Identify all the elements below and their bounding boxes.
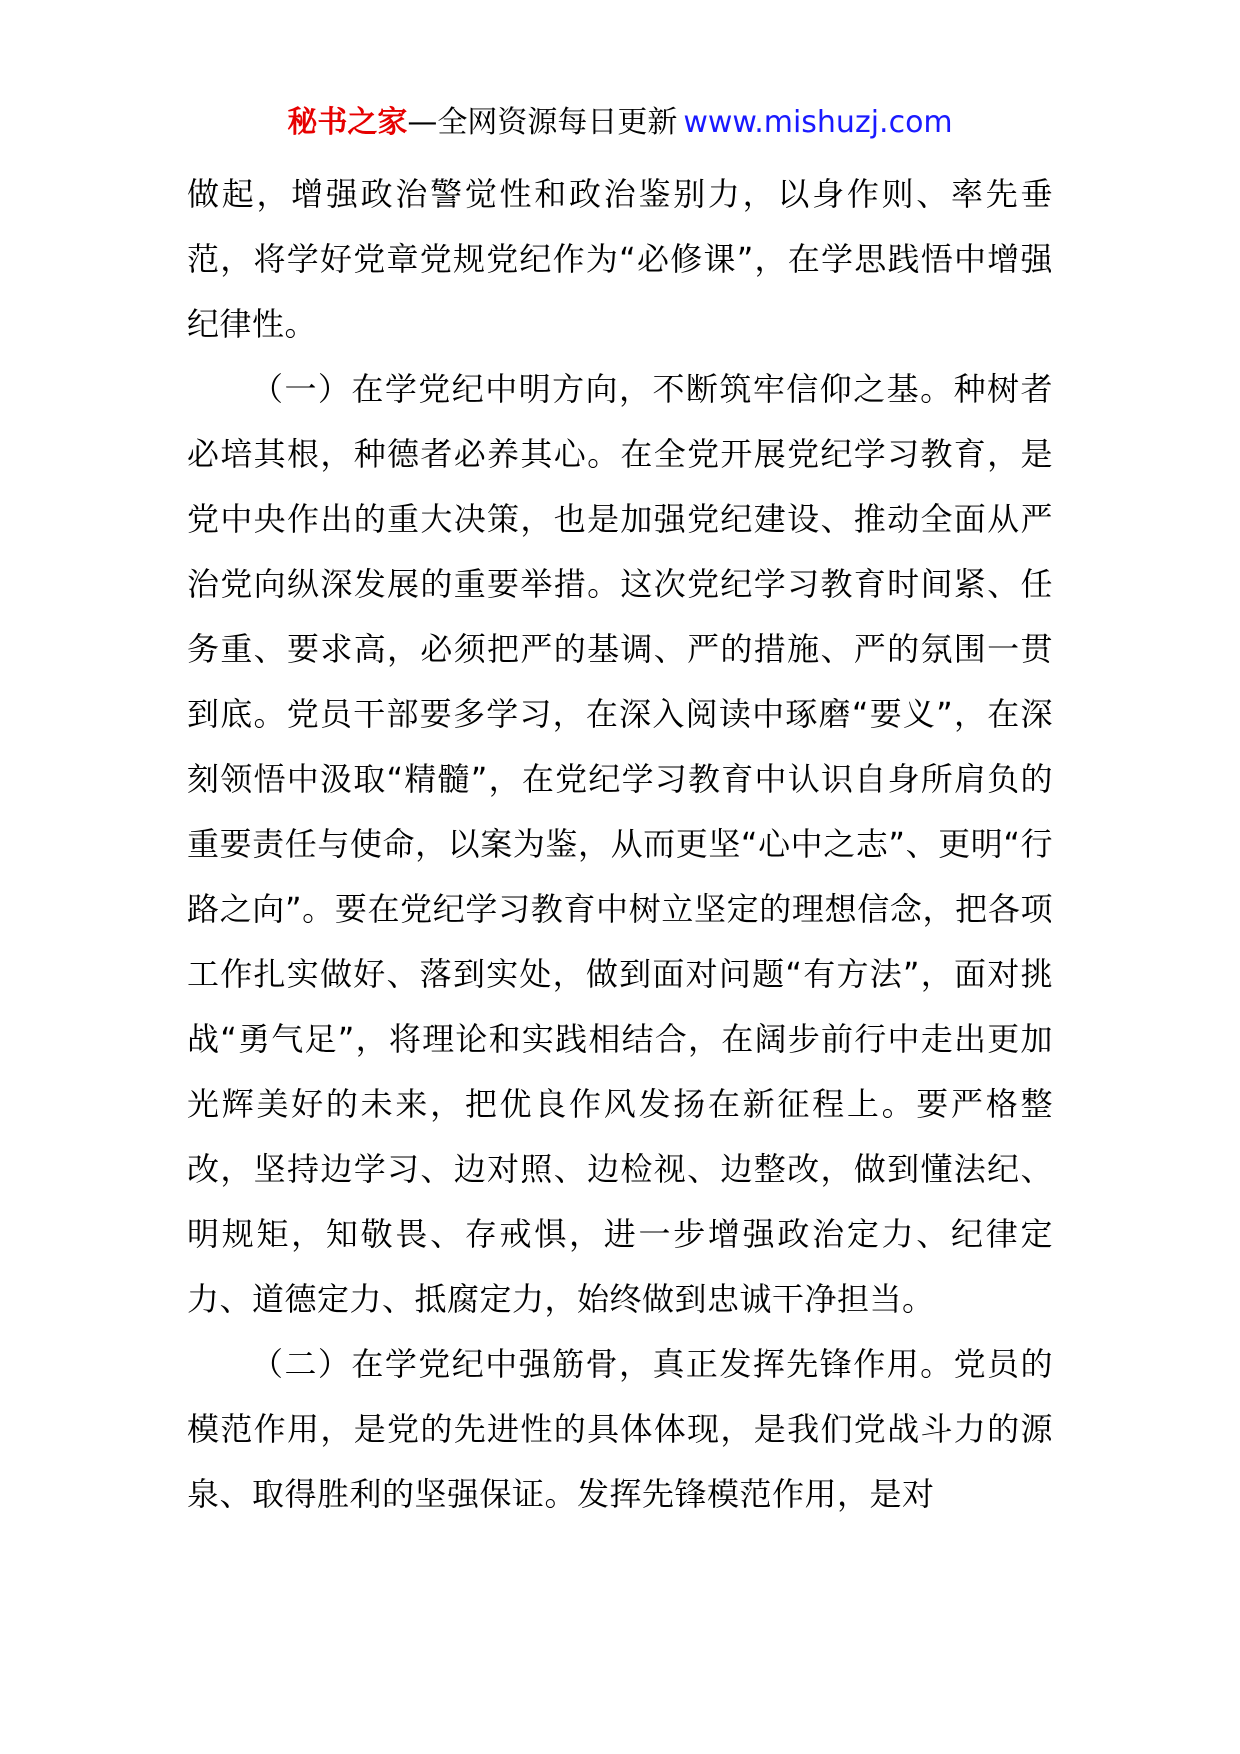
paragraph-section-1: （一）在学党纪中明方向，不断筑牢信仰之基。种树者必培其根，种德者必养其心。在全党开展党纪学习教育，是党中央作出的重大决策，也是加强党纪建设、推动全面从严治党向纵深发展的重要举措。这次党纪学习教育时间紧、任务重、要求高，必须把严的基调、严的措施、严的氛围一贯到底。党员干部要多学习，在深入阅读中琢磨“要义”，在深刻领悟中汲取“精髓”，在党纪学习教育中认识自身所肩负的重要责任与使命，以案为鉴，从而更坚“心中之志”、更明“行路之向”。要在党纪学习教育中树立坚定的理想信念，把各项工作扎实做好、落到实处，做到面对问题“有方法”，面对挑战“勇气足”，将理论和实践相结合，在阔步前行中走出更加光辉美好的未来，把优良作风发扬在新征程上。要严格整改，坚持边学习、边对照、边检视、边整改，做到懂法纪、明规矩，知敬畏、存戒惧，进一步增强政治定力、纪律定力、道德定力、抵腐定力，始终做到忠诚干净担当。 <box>187 370 1053 1318</box>
brand-name: 秘书之家 <box>287 105 408 140</box>
page-header <box>0 101 1240 145</box>
website-link[interactable]: www.mishuzj.com <box>683 105 953 140</box>
document-body <box>187 162 1053 1527</box>
paragraph-continued: 做起，增强政治警觉性和政治鉴别力，以身作则、率先垂范，将学好党章党规党纪作为“必修课”，在学思践悟中增强纪律性。 <box>187 175 1053 343</box>
paragraph-section-2: （二）在学党纪中强筋骨，真正发挥先锋作用。党员的模范作用，是党的先进性的具体体现，是我们党战斗力的源泉、取得胜利的坚强保证。发挥先锋模范作用，是对 <box>187 1345 1053 1513</box>
header-tagline: —全网资源每日更新 <box>407 105 678 140</box>
